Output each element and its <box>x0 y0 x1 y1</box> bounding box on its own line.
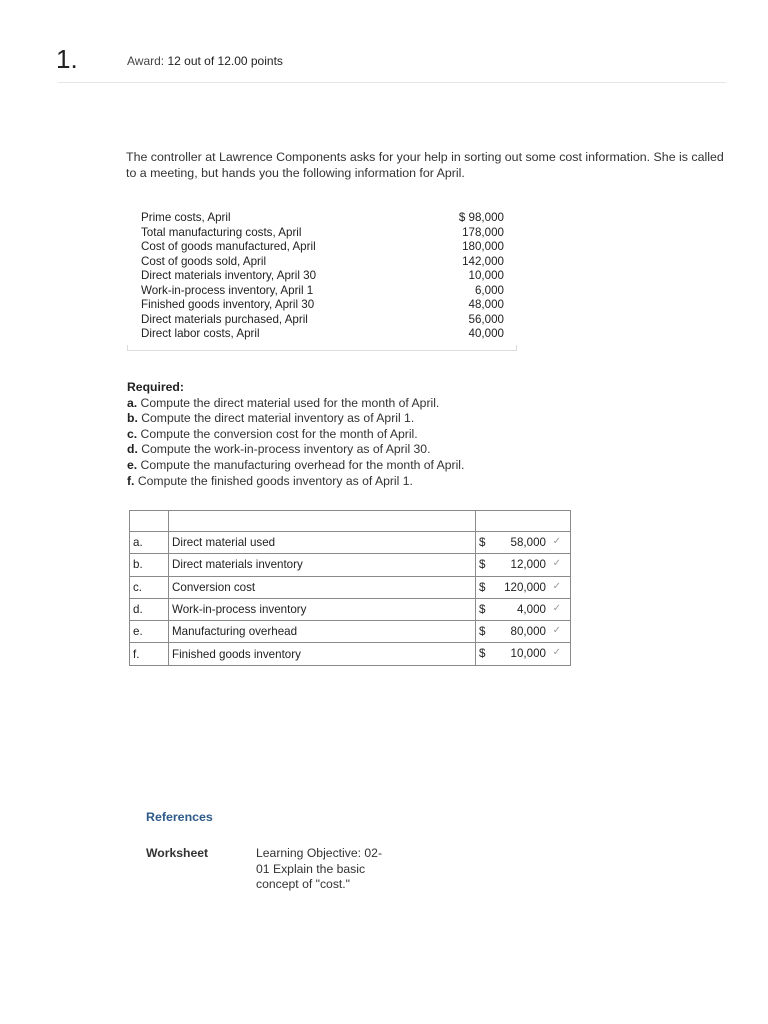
answer-input-cell[interactable] <box>476 598 571 620</box>
info-value: 178,000 <box>462 225 504 239</box>
info-row <box>127 255 517 270</box>
info-row <box>127 327 517 342</box>
info-value: 48,000 <box>468 298 504 311</box>
answer-header-cell <box>169 511 476 532</box>
required-item <box>127 474 727 490</box>
required-text: Compute the direct material inventory as of April 1. <box>137 411 415 426</box>
question-number: 1. <box>56 44 78 74</box>
award-label: Award: <box>127 54 165 68</box>
answer-value[interactable]: 4,000 <box>516 602 546 616</box>
info-value: 40,000 <box>468 327 504 340</box>
answer-letter: e. <box>130 621 169 643</box>
info-label: Work-in-process inventory, April 1 <box>141 283 314 297</box>
required-text: Compute the work-in-process inventory as of April 30. <box>137 442 431 457</box>
answer-header-row <box>130 511 571 532</box>
answer-header-cell <box>476 511 571 532</box>
answer-letter: f. <box>130 643 169 665</box>
answer-value[interactable]: 120,000 <box>504 580 546 594</box>
learning-objective: Learning Objective: 02-01 Explain the basic concept of "cost." <box>256 846 383 892</box>
award-value: 12 out of 12.00 points <box>167 54 283 68</box>
required-letter: e. <box>127 457 138 472</box>
info-row <box>127 226 517 241</box>
required-item <box>127 411 727 427</box>
answer-label: Manufacturing overhead <box>169 621 476 643</box>
required-heading: Required: <box>127 380 184 394</box>
info-label: Total manufacturing costs, April <box>141 225 302 239</box>
required-text: Compute the conversion cost for the month of April. <box>137 426 418 441</box>
info-row <box>127 313 517 328</box>
answer-value[interactable]: 10,000 <box>510 647 546 661</box>
answer-row <box>130 643 571 665</box>
required-text: Compute the direct material used for the month of April. <box>137 395 440 410</box>
answer-row <box>130 598 571 620</box>
check-icon: ✓ <box>552 602 561 614</box>
currency-symbol: $ <box>479 625 486 639</box>
info-label: Direct labor costs, April <box>141 327 260 340</box>
currency-symbol: $ <box>479 536 486 549</box>
info-label: Direct materials purchased, April <box>141 312 308 326</box>
header-divider <box>58 82 726 83</box>
answer-letter: c. <box>130 576 169 598</box>
answer-letter: d. <box>130 598 169 620</box>
worksheet-link[interactable]: Worksheet <box>146 846 209 860</box>
check-icon: ✓ <box>552 558 561 570</box>
check-icon: ✓ <box>552 625 561 637</box>
info-value: 6,000 <box>474 283 504 297</box>
info-label: Cost of goods sold, April <box>141 254 267 268</box>
info-value: 142,000 <box>462 254 504 268</box>
info-row <box>127 211 517 226</box>
info-row <box>127 240 517 255</box>
info-table-bottom-border <box>127 345 517 351</box>
info-label: Cost of goods manufactured, April <box>141 240 316 253</box>
info-row <box>127 269 517 284</box>
answer-row <box>130 621 571 643</box>
required-item <box>127 396 727 412</box>
currency-symbol: $ <box>479 602 486 616</box>
required-letter: d. <box>127 442 138 457</box>
answer-label: Finished goods inventory <box>169 643 476 665</box>
currency-symbol: $ <box>479 580 486 594</box>
answer-input-cell[interactable] <box>476 621 571 643</box>
check-icon: ✓ <box>552 647 561 659</box>
required-item <box>127 442 727 458</box>
answer-letter: b. <box>130 554 169 576</box>
check-icon: ✓ <box>552 536 561 547</box>
answer-value[interactable]: 58,000 <box>510 536 546 549</box>
answer-row <box>130 576 571 598</box>
check-icon: ✓ <box>552 580 561 592</box>
currency-symbol: $ <box>479 558 486 572</box>
required-item <box>127 458 727 474</box>
answer-input-cell[interactable] <box>476 554 571 576</box>
answer-row <box>130 532 571 554</box>
cost-info-table <box>127 211 517 351</box>
required-letter: f. <box>127 473 135 488</box>
info-value: $ 98,000 <box>458 211 504 224</box>
answer-label: Direct material used <box>169 532 476 554</box>
info-row <box>127 298 517 313</box>
answer-label: Direct materials inventory <box>169 554 476 576</box>
info-row <box>127 284 517 299</box>
info-label: Prime costs, April <box>141 211 231 224</box>
answer-value[interactable]: 80,000 <box>510 625 546 639</box>
answer-label: Conversion cost <box>169 576 476 598</box>
answer-input-cell[interactable] <box>476 532 571 554</box>
required-letter: a. <box>127 395 138 410</box>
answer-letter: a. <box>130 532 169 554</box>
required-section <box>127 380 727 489</box>
info-value: 10,000 <box>468 269 504 282</box>
problem-intro: The controller at Lawrence Components asks for your help in sorting out some cost information. She is called to a meeting, but hands you the following information for April. <box>126 150 724 180</box>
info-label: Finished goods inventory, April 30 <box>141 298 315 311</box>
required-text: Compute the finished goods inventory as of April 1. <box>134 473 413 488</box>
info-value: 180,000 <box>462 240 504 253</box>
references-link[interactable]: References <box>146 810 213 824</box>
required-letter: c. <box>127 426 138 441</box>
required-letter: b. <box>127 411 138 426</box>
award-status <box>127 54 283 68</box>
answer-value[interactable]: 12,000 <box>510 558 546 572</box>
answer-header-cell <box>130 511 169 532</box>
answer-table <box>129 510 571 666</box>
info-label: Direct materials inventory, April 30 <box>141 269 317 282</box>
required-text: Compute the manufacturing overhead for the month of April. <box>137 457 465 472</box>
required-item <box>127 427 727 443</box>
answer-label: Work-in-process inventory <box>169 598 476 620</box>
answer-row <box>130 554 571 576</box>
answer-input-cell[interactable] <box>476 576 571 598</box>
info-value: 56,000 <box>468 312 504 326</box>
answer-input-cell[interactable] <box>476 643 571 665</box>
currency-symbol: $ <box>479 647 486 661</box>
